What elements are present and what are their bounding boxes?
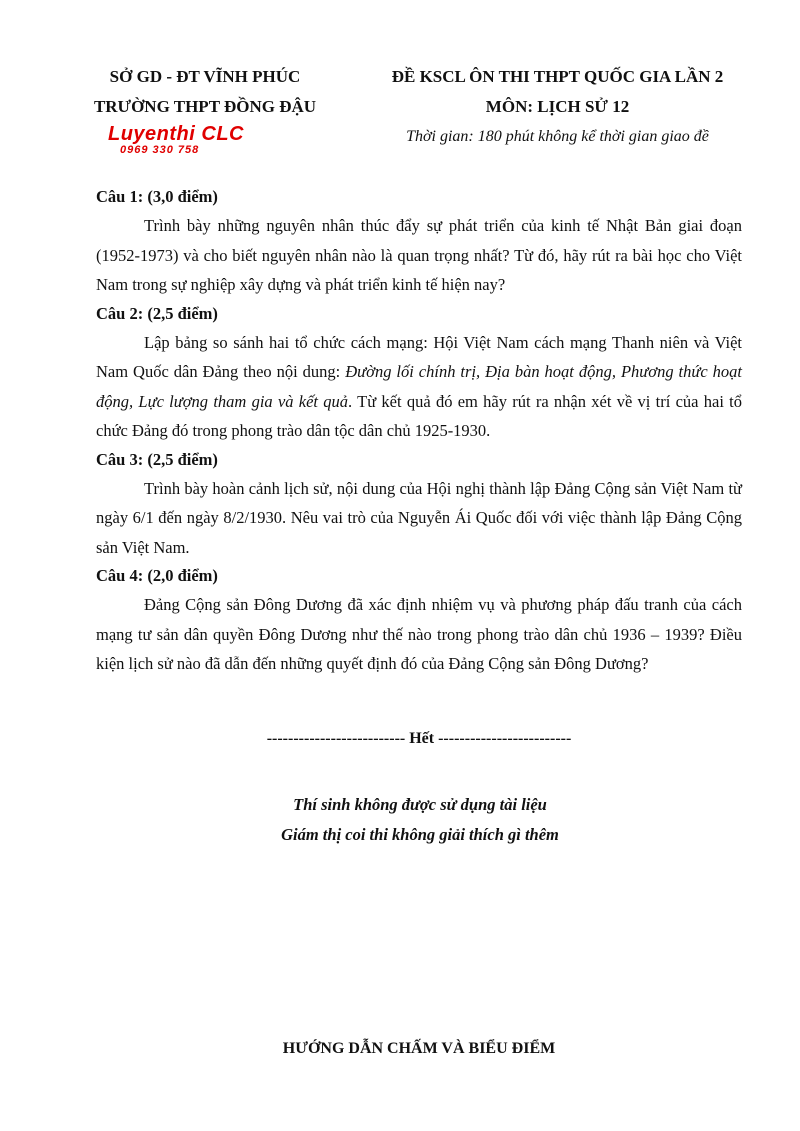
question-text-part: Đảng Cộng sản Đông Dương đã xác định nhiệm vụ và phương pháp đấu tranh của cách mạng tư sản dân quyền Đông Dương như thế nào trong phong trào dân chủ 1936 – 1939? Điều kiện lịch sử nào đã dẫn đến những quyết định đó của Đảng Cộng sản Đông Dương? (96, 595, 742, 673)
end-marker: -------------------------- Hết ------------------------- (266, 730, 572, 747)
question-text-part: . Từ kết quả đó em hãy rút ra nhận xét về vị trí của hai tổ chức Đảng đó trong phong trào dân tộc dân chủ 1925-1930. (96, 391, 743, 440)
note-line: Thí sinh không được sử dụng tài liệu (293, 795, 547, 814)
school-name: TRƯỜNG THPT ĐỒNG ĐẬU (93, 97, 317, 116)
time-note: Thời gian: 180 phút không kể thời gian giao đề (406, 128, 709, 145)
question-2 (96, 300, 742, 446)
question-title: Câu 4: (2,0 điểm) (96, 566, 218, 585)
department-name: SỞ GD - ĐT VĨNH PHÚC (109, 67, 301, 86)
question-text-part: Lập bảng so sánh hai tổ chức cách mạng: Hội Việt Nam cách mạng Thanh niên và Việt Nam Quốc dân Đảng theo nội dung: (96, 332, 742, 381)
question-text (96, 474, 742, 563)
subject-title: MÔN: LỊCH SỬ 12 (485, 97, 630, 116)
questions-section (96, 183, 742, 679)
exam-title: ĐỀ KSCL ÔN THI THPT QUỐC GIA LẦN 2 (391, 67, 724, 86)
question-4 (96, 562, 742, 679)
luyenthi-logo (108, 124, 268, 156)
question-text-italic: Đường lối chính trị, Địa bàn hoạt động, Phương thức hoạt động, Lực lượng tham gia và kết quả (96, 362, 742, 411)
school-header (70, 62, 340, 122)
question-text (96, 328, 742, 446)
question-text (96, 590, 742, 679)
question-1 (96, 183, 742, 300)
question-title: Câu 2: (2,5 điểm) (96, 303, 218, 323)
question-title: Câu 3: (2,5 điểm) (96, 449, 218, 469)
logo-text: Luyenthi CLC (108, 123, 244, 145)
question-3 (96, 446, 742, 563)
grading-guide-title: HƯỚNG DẪN CHẤM VÀ BIỂU ĐIỂM (282, 1040, 556, 1057)
question-text-part: Trình bày những nguyên nhân thúc đẩy sự phát triển của kinh tế Nhật Bản giai đoạn (1952-1973) và cho biết nguyên nhân nào là quan trọng nhất? Từ đó, hãy rút ra bài học cho Việt Nam trong sự nghiệp xây dựng và phát triển kinh tế hiện nay? (96, 216, 742, 294)
question-title: Câu 1: (3,0 điểm) (96, 187, 218, 206)
exam-header (365, 62, 750, 152)
note-line: Giám thị coi thi không giải thích gì thêm (281, 825, 559, 844)
exam-notes (200, 790, 640, 850)
question-text-part: Trình bày hoàn cảnh lịch sử, nội dung của Hội nghị thành lập Đảng Cộng sản Việt Nam từ ngày 6/1 đến ngày 8/2/1930. Nêu vai trò của Nguyễn Ái Quốc đối với việc thành lập Đảng Cộng sản Việt Nam. (96, 478, 742, 557)
question-text (96, 211, 742, 300)
logo-phone: 0969 330 758 (120, 144, 200, 156)
